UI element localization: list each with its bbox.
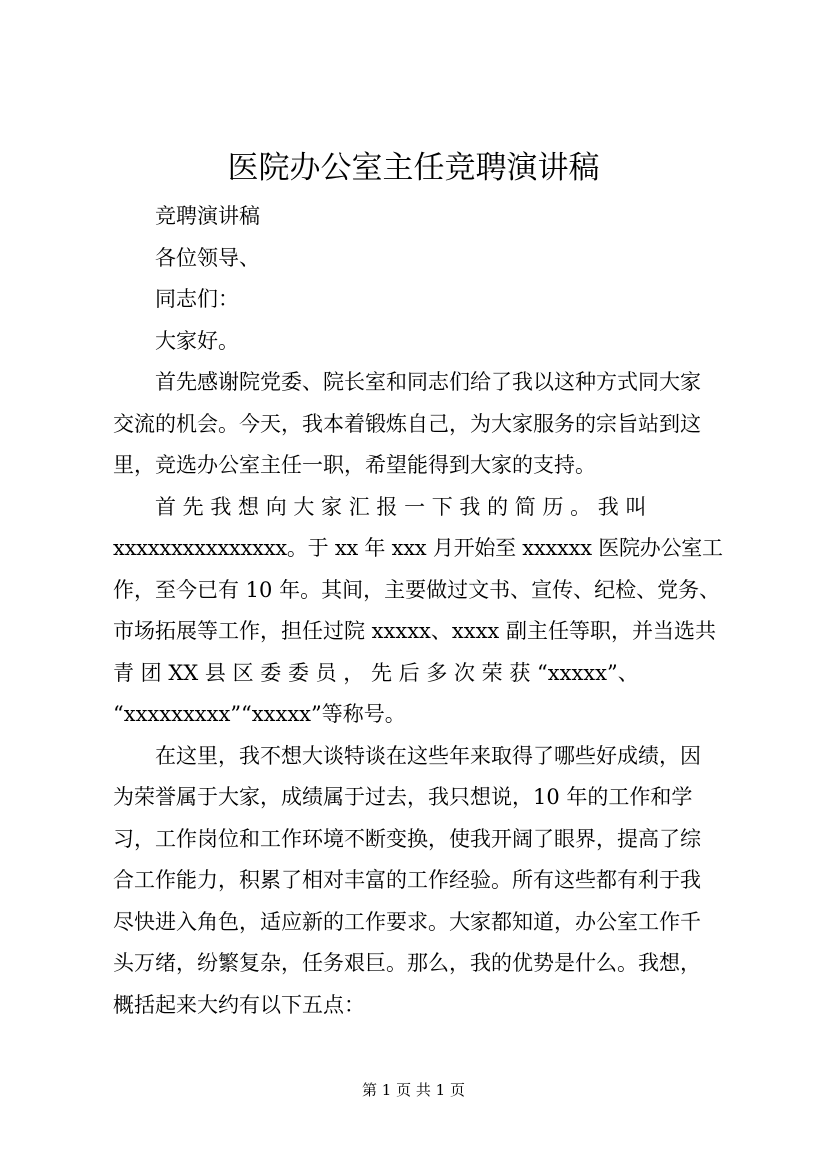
page-footer: 第 1 页 共 1 页 [362, 1081, 465, 1099]
body-line-salutation-1: 各位领导、 [155, 245, 260, 270]
body-line-greeting: 大家好。 [155, 328, 239, 353]
paragraph-2-line-5: 青 团 XX 县 区 委 委 员 ， 先 后 多 次 荣 获 “xxxxx”、 [113, 660, 639, 685]
paragraph-1-line-1: 首先感谢院党委、院长室和同志们给了我以这种方式同大家 [155, 370, 701, 394]
body-line-subtitle: 竞聘演讲稿 [155, 204, 260, 228]
paragraph-2-line-1: 首 先 我 想 向 大 家 汇 报 一 下 我 的 简 历 。 我 叫 [155, 494, 647, 519]
paragraph-3-line-4: 合工作能力，积累了相对丰富的工作经验。所有这些都有利于我 [113, 868, 701, 892]
paragraph-3-line-5: 尽快进入角色，适应新的工作要求。大家都知道，办公室工作千 [113, 909, 701, 934]
paragraph-2-line-2: xxxxxxxxxxxxxxx。于 xx 年 xxx 月开始至 xxxxxx 医院办公室工 [113, 536, 723, 560]
paragraph-1-line-2: 交流的机会。今天，我本着锻炼自己，为大家服务的宗旨站到这 [113, 411, 701, 436]
paragraph-1-line-3: 里，竞选办公室主任一职，希望能得到大家的支持。 [113, 453, 596, 477]
paragraph-2-line-4: 市场拓展等工作，担任过院 xxxxx、xxxx 副主任等职，并当选共 [113, 619, 716, 643]
body-line-salutation-2: 同志们： [155, 287, 239, 311]
paragraph-3-line-7: 概括起来大约有以下五点： [113, 992, 365, 1017]
paragraph-2-line-3: 作，至今已有 10 年。其间，主要做过文书、宣传、纪检、党务、 [113, 577, 721, 602]
paragraph-3-line-6: 头万绪，纷繁复杂，任务艰巨。那么，我的优势是什么。我想， [113, 951, 701, 975]
document-title: 医院办公室主任竞聘演讲稿 [227, 150, 600, 186]
paragraph-3-line-2: 为荣誉属于大家，成绩属于过去，我只想说，10 年的工作和学 [113, 785, 693, 809]
paragraph-3-line-3: 习，工作岗位和工作环境不断变换，使我开阔了眼界，提高了综 [113, 826, 701, 851]
paragraph-2-line-6: “xxxxxxxxx”“xxxxx”等称号。 [113, 702, 406, 726]
paragraph-3-line-1: 在这里，我不想大谈特谈在这些年来取得了哪些好成绩，因 [155, 743, 701, 768]
document-body [113, 196, 733, 1026]
